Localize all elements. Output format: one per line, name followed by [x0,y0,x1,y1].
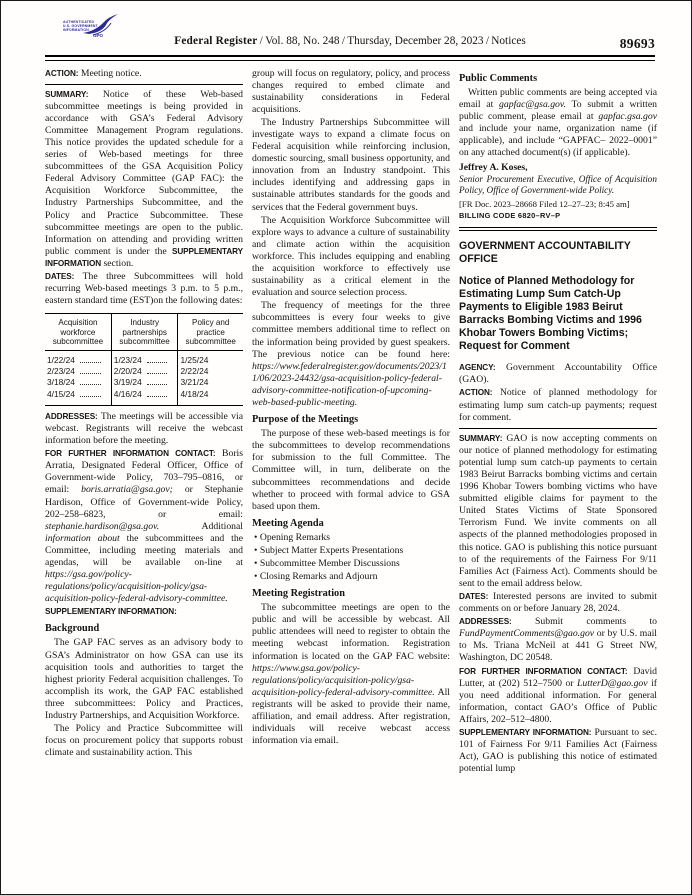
section-heading: Purpose of the Meetings [252,414,359,426]
body-paragraph [45,637,243,722]
section-rule [45,84,243,85]
text-run: Meeting notice. [78,67,142,79]
signatory-title: Senior Procurement Executive, Office of Acquisition Policy, Office of Government-wide Policy. [459,174,657,196]
gpo-authentication-text [63,20,98,32]
section-paragraph [459,616,657,664]
section-paragraph [45,411,243,447]
section-paragraph [45,448,243,605]
date-value: 4/18/24 [180,388,209,399]
section-label: ACTION: [459,388,493,398]
date-cell-content [180,355,239,366]
section-label: SUPPLEMENTARY INFORMATION: [459,727,592,737]
text-run: Interested persons are invited to submit comments on or before January 28, 2024. [459,590,657,615]
text-run: Notice of planned methodology for estimating lump sum catch-up payments; request for comment. [459,387,657,423]
section-heading: Meeting Agenda [252,517,324,529]
agency-heading: GOVERNMENT ACCOUNTABILITY OFFICE [459,240,631,266]
date-cell [45,389,111,406]
section-paragraph [459,591,657,615]
italic-reference-text: stephanie.hardison@gsa.gov. [45,520,160,532]
issue-citation [174,35,526,47]
text-run: Government Accountability Office (GAO). [459,362,657,386]
date-value: 4/16/24 [113,388,142,399]
agenda-item: • Opening Remarks [252,532,450,544]
agenda-item: • Subcommittee Member Discussions [252,558,450,570]
dot-leader [147,373,168,374]
signature-block [459,162,657,197]
section-heading: Meeting Registration [252,588,345,600]
table-row [45,351,243,367]
body-paragraph [45,723,243,759]
gpo-text-line2: U.S. GOVERNMENT [63,24,98,28]
text-run: group will focus on regulatory, policy, and process changes required to embed climate and sustainability considerations in Federal acquisitions. [252,67,450,115]
italic-reference-text: https://gsa.gov/policy-regulations/policy/acquisition-policy/gsa-acquisition-policy-federal-advisory-committee. [45,569,228,605]
document-title: Notice of Planned Methodology for Estimating Lump Sum Catch-Up Payments to Eligible 1983 Beirut Barracks Bombing Victims and 1996 Khobar Towers Bombing Victims; Request for Comment [459,275,642,353]
section-label: FOR FURTHER INFORMATION CONTACT: [459,666,628,676]
date-cell [111,351,178,367]
date-cell-content [114,355,174,366]
date-cell [178,366,243,377]
body-paragraph [252,68,450,116]
date-cell [178,389,243,406]
text-run: David Lutter, at (202) 512–7500 or [459,665,657,689]
section-label: ADDRESSES: [45,411,98,421]
column-2 [252,68,450,777]
date-cell-content [114,366,174,377]
italic-reference-text: https://www.gsa.gov/policy-regulations/policy/acquisition-policy/gsa-acquisition-policy-federal-advisory-committee. [252,662,435,698]
dot-leader [147,384,168,385]
dot-leader [147,362,168,363]
body-paragraph [252,215,450,300]
text-run: GAO is now accepting comments on our notice of planned methodology for estimating potential lump sum catch-up payments to certain 1983 Beirut Barracks bombing victims and certain 1996 Khobar Towers bombing victims who have submitted eligible claims for payment to the United States Victims of State Sponsored Terrorism Fund. We invite comments on all aspects of the planned methodologies proposed in this notice. GAO is publishing this notice pursuant to of the requirements of the Fairness For 9/11 Families Act (Fairness Act). Comments should be sent to the email address below. [459,432,657,589]
body-paragraph [252,428,450,513]
date-cell-content [180,366,239,377]
text-run: Submit comments to [511,616,657,628]
section-paragraph [459,362,657,386]
date-cell [111,377,178,388]
table-column-header: Acquisition workforce subcommittee [45,314,111,351]
dot-leader [80,373,101,374]
section-heading: Background [45,623,100,635]
text-run: Notice of these Web-based subcommittee meetings is being provided in accordance with GSA’s Federal Advisory Committee Management Program regulations. This notice provides the updated schedule for a series of Web-based meetings for three subcommittees of the GSA Acquisition Policy Federal Advisory Committee (GAP FAC): the Acquisition Workforce Subcommittee, the Industry Partnerships Subcommittee, and the Policy and Practice Subcommittee. These subcommittee meetings are open to the public. Information on attending and providing written public comment is under the [45,88,243,257]
gpo-text-line1: AUTHENTICATED [63,20,95,24]
section-paragraph [45,271,243,307]
italic-reference-text: LutterD@gao.gov [577,677,648,689]
text-run: The three Subcommittees will hold recurring Web-based meetings 3 p.m. to 5 p.m., eastern standard time (EST)on the following dates: [45,271,243,307]
section-paragraph [459,387,657,423]
date-cell [45,366,111,377]
table-header [45,314,243,351]
text-run: Written public comments are being accepted via email at [459,86,657,110]
dot-leader [147,396,168,397]
text-run: Additional [159,520,243,532]
text-run: The Policy and Practice Subcommittee will focus on procurement policy that supports robust climate and sustainability action. This [45,723,243,759]
text-run: or by U.S. mail to Ms. Triana McNeil at 441 G Street NW, Washington, DC 20548. [459,628,657,664]
text-run: Pursuant to sec. 101 of Fairness For 9/11 Families Act (Fairness Act), GAO is publishing this notice of estimated potential lump [459,726,658,775]
column-3 [459,68,657,777]
date-cell-content [47,377,107,388]
text-run: section. [101,257,134,269]
section-paragraph [45,606,243,618]
section-heading: Public Comments [459,72,538,84]
italic-reference-text: FundPaymentComments@gao.gov [459,628,595,640]
date-cell-content [180,377,239,388]
text-run: The subcommittee meetings are open to the public and will be accessible by webcast. All public attendees will need to register to obtain the meeting webcast information. Registration information is located on the GAP FAC website: [252,602,450,662]
meeting-dates-table [45,313,243,406]
section-label: AGENCY: [459,363,496,373]
date-value: 1/25/24 [180,355,209,366]
date-cell [45,377,111,388]
fr-doc-line: [FR Doc. 2023–28668 Filed 12–27–23; 8:45 am] [459,198,630,209]
date-value: 2/22/24 [180,366,209,377]
agenda-list [252,532,450,583]
document-separator-rule [459,227,657,232]
italic-reference-text: gapfac.gsa.gov [598,110,657,122]
date-cell [111,366,178,377]
table-body [45,351,243,406]
date-cell-content [114,389,174,400]
inline-section-label: SUPPLEMENTARY INFORMATION [45,246,243,268]
date-cell-content [47,366,107,377]
section-paragraph [459,727,657,775]
italic-reference-text: information about [45,532,120,544]
table-column-header: Industry partnerships subcommittee [111,314,178,351]
section-label: ADDRESSES: [459,617,512,627]
date-cell-content [180,389,239,400]
body-paragraph [459,87,657,160]
body-paragraph [252,300,450,409]
section-paragraph [45,89,243,270]
date-value: 3/18/24 [47,377,75,388]
text-run: Boris Arratia, Designated Federal Officer, Office of Government-wide Policy, 703–795–0816, or email: [45,448,244,496]
agenda-item: • Closing Remarks and Adjourn [252,571,450,583]
date-value: 1/22/24 [47,355,75,366]
billing-code: BILLING CODE 6820–RV–P [459,210,561,220]
table-row [45,389,243,406]
section-label: DATES: [45,272,75,281]
signatory-name: Jeffrey A. Koses, [459,162,528,174]
section-paragraph [45,68,243,80]
section-paragraph [459,433,657,590]
text-run: the subcommittees and the Committee, including meeting materials and agendas, will be available on-line at [45,532,243,568]
italic-reference-text: gapfac@gsa.gov. [499,98,566,110]
date-value: 2/23/24 [47,366,75,377]
three-column-layout [1,61,691,777]
column-1 [45,68,243,777]
section-rule [459,428,657,429]
gpo-text-line3: INFORMATION [63,28,89,32]
date-cell-content [47,355,107,366]
journal-title: Federal Register [174,35,258,47]
text-run: and include your name, organization name (if applicable), and include “GAPFAC– 2022–0001” on any attached document(s) (if applicable). [459,122,657,158]
date-cell [178,377,243,388]
text-run: The purpose of these web-based meetings is for the subcommittees to develop recommendations for submission to the full Committee. The Committee will, in turn, deliberate on the subcommittees recommendations and decide whether to proceed with formal advice to GSA based upon them. [252,428,450,512]
text-run: The Acquisition Workforce Subcommittee will explore ways to advance a culture of sustainability and climate action within the acquisition workforce. This includes equipping and enabling the acquisition workforce to effectively use sustainability as a critical element in the evaluation and source selection process. [252,214,450,299]
text-run: All registrants will be asked to provide their name, affiliation, and email address. After registration, individuals will receive webcast access information via email. [252,686,450,747]
dot-leader [80,396,101,397]
italic-reference-text: https://www.federalregister.gov/documents/2023/11/06/2023-24432/gsa-acquisition-policy-federal-advisory-committee-notification-of-upcoming-web-based-public-meeting. [252,360,447,409]
italic-reference-text: boris.arratia@gsa.gov; [81,484,173,496]
section-paragraph [459,666,657,726]
text-run: The Industry Partnerships Subcommittee will investigate ways to expand a climate focus on Federal acquisition while reinforcing inclusion, domestic sourcing, small business opportunity, and innovation from an Industry standpoint. This includes identifying and addressing gaps in sustainable attributes standards for the goods and services that the Federal government buys. [252,116,450,213]
text-run: or Stephanie Hardison, Office of Government-wide Policy, 202–258–6823, or email: [45,484,243,520]
date-cell [111,389,178,406]
date-value: 1/23/24 [113,355,142,366]
date-value: 2/20/24 [113,366,142,377]
dot-leader [80,384,101,385]
table-header-row [45,314,243,351]
body-paragraph [252,602,450,747]
table-column-header: Policy and practice subcommittee [178,314,243,351]
date-cell-content [114,377,174,388]
section-label: SUMMARY: [459,433,503,443]
citation-text: / Vol. 88, No. 248 / Thursday, December 28, 2023 / Notices [257,35,526,47]
section-label: SUPPLEMENTARY INFORMATION: [45,607,177,617]
date-cell-content [47,389,107,400]
agenda-item: • Subject Matter Experts Presentations [252,545,450,557]
body-paragraph [252,117,450,214]
table-row [45,377,243,388]
date-value: 3/21/24 [180,377,209,388]
page-number: 89693 [619,36,655,51]
text-run: To submit a written public comment, please email at [459,98,657,122]
text-run: if you need additional information. For general information, contact GAO’s Office of Public Affairs, 202–512–4800. [459,677,658,725]
table-row [45,366,243,377]
date-value: 4/15/24 [47,388,75,399]
date-cell [45,351,111,367]
text-run: The GAP FAC serves as an advisory body to GSA’s Administrator on how GSA can use its acquisition tools and authorities to target the highest priority Federal acquisition challenges. To accomplish its work, the GAP FAC established three subcommittees: Policy and Practices, Industry Partnerships, and Acquisition Workforce. [45,637,243,722]
section-label: DATES: [459,591,489,601]
section-label: ACTION: [45,68,79,78]
section-label: FOR FURTHER INFORMATION CONTACT: [45,449,216,459]
gpo-wordmark: GPO [93,33,104,38]
text-run: The frequency of meetings for the three subcommittees is every four weeks to give committee members additional time to reflect on the information being provided by guest speakers. The previous notice can be found here: [252,300,450,360]
date-cell [178,351,243,367]
date-value: 3/19/24 [113,377,142,388]
dot-leader [80,362,101,363]
text-run: The meetings will be accessible via webcast. Registrants will receive the webcast information before the meeting. [45,410,243,447]
page-header [45,35,655,51]
section-label: SUMMARY: [45,89,89,99]
